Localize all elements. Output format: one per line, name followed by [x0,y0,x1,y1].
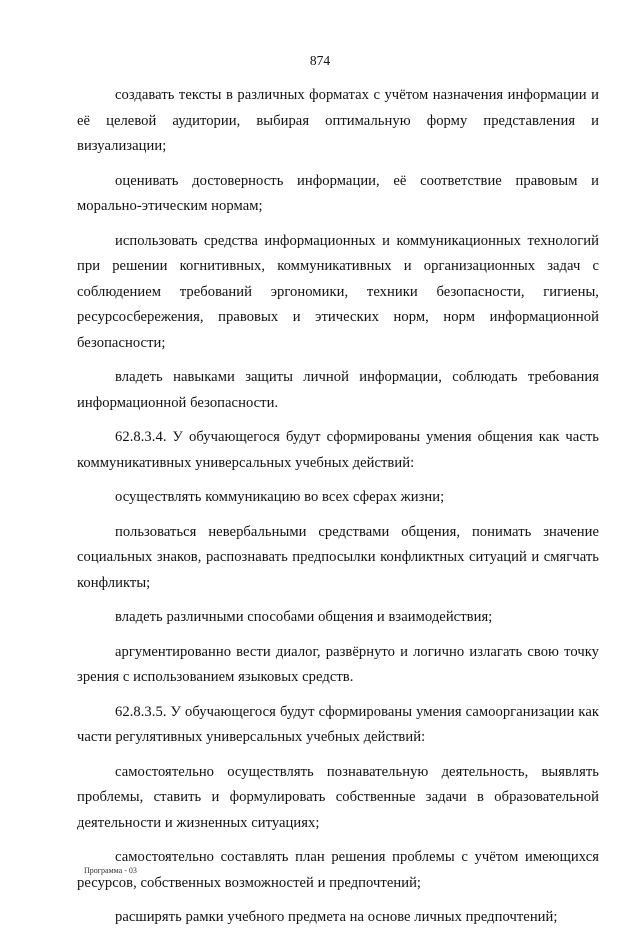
paragraph-8: владеть различными способами общения и взаимодействия; [115,609,493,625]
page-number: 874 [309,53,331,68]
paragraph-4: владеть навыками защиты личной информации, соблюдать требования информационной безопасности. [77,369,599,411]
paragraph-10: 62.8.3.5. У обучающегося будут сформированы умения самоорганизации как части регулятивных универсальных учебных действий: [77,703,599,745]
paragraph-6: осуществлять коммуникацию во всех сферах жизни; [115,489,445,505]
page-body [77,83,599,938]
paragraph-12: самостоятельно составлять план решения проблемы с учётом имеющихся ресурсов, собственных возможностей и предпочтений; [77,849,599,891]
footer-note: Программа - 03 [84,866,137,875]
paragraph-5: 62.8.3.4. У обучающегося будут сформированы умения общения как часть коммуникативных универсальных учебных действий: [77,429,599,471]
paragraph-11: самостоятельно осуществлять познавательную деятельность, выявлять проблемы, ставить и формулировать собственные задачи в образовательной деятельности и жизненных ситуациях; [77,763,599,831]
paragraph-3: использовать средства информационных и коммуникационных технологий при решении когнитивных, коммуникативных и организационных задач с соблюдением требований эргономики, техники безопасности, гигиены, ресурсосбережения, правовых и этических норм, норм информационной безопасности; [77,232,599,351]
paragraph-1: создавать тексты в различных форматах с учётом назначения информации и её целевой аудитории, выбирая оптимальную форму представления и визуализации; [77,87,599,154]
paragraph-2: оценивать достоверность информации, её соответствие правовым и морально-этическим нормам; [77,172,599,214]
paragraph-7: пользоваться невербальными средствами общения, понимать значение социальных знаков, распознавать предпосылки конфликтных ситуаций и смягчать конфликты; [77,523,599,591]
paragraph-9: аргументированно вести диалог, развёрнуто и логично излагать свою точку зрения с использованием языковых средств. [77,643,599,685]
paragraph-13: расширять рамки учебного предмета на основе личных предпочтений; [115,909,558,925]
